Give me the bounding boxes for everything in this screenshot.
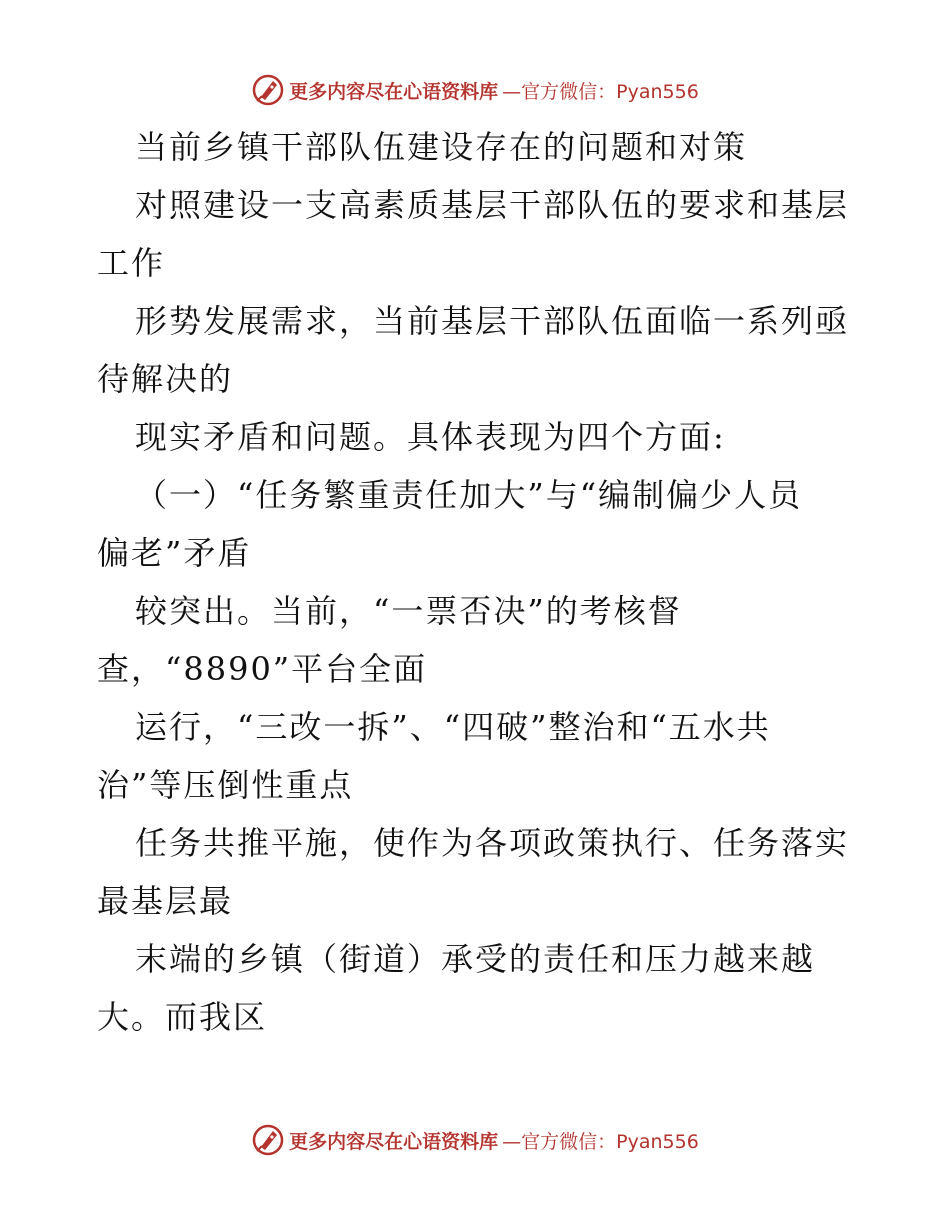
pen-nib-seal-icon xyxy=(251,73,285,107)
banner-brand: 更多内容尽在心语资料库 xyxy=(289,80,499,103)
text-line: 工作 xyxy=(97,244,166,282)
document-body xyxy=(97,118,857,1046)
text-line: 待解决的 xyxy=(97,360,234,398)
text-line: 形势发展需求，当前基层干部队伍面临一系列亟 xyxy=(135,302,850,340)
header-banner xyxy=(0,70,950,110)
text-line: 较突出。当前，“一票否决”的考核督 xyxy=(135,592,682,630)
text-line: 查，“8890”平台全面 xyxy=(97,650,428,688)
text-line: 对照建设一支高素质基层干部队伍的要求和基层 xyxy=(135,186,850,224)
text-line: 运行，“三改一拆”、“四破”整治和“五水共 xyxy=(135,708,771,746)
text-line: 大。而我区 xyxy=(97,998,268,1036)
text-line: 任务共推平施，使作为各项政策执行、任务落实 xyxy=(135,824,850,862)
footer-banner xyxy=(0,1120,950,1160)
text-line: 现实矛盾和问题。具体表现为四个方面: xyxy=(135,418,726,456)
document-title: 当前乡镇干部队伍建设存在的问题和对策 xyxy=(135,128,748,166)
text-line: 最基层最 xyxy=(97,882,234,920)
banner-contact: —官方微信：Pyan556 xyxy=(502,1130,699,1153)
text-line: 偏老”矛盾 xyxy=(97,534,252,572)
pen-nib-seal-icon xyxy=(251,1123,285,1157)
banner-contact: —官方微信：Pyan556 xyxy=(502,80,699,103)
text-line: （一）“任务繁重责任加大”与“编制偏少人员 xyxy=(135,476,803,514)
banner-brand: 更多内容尽在心语资料库 xyxy=(289,1130,499,1153)
text-line: 治”等压倒性重点 xyxy=(97,766,354,804)
text-line: 末端的乡镇（街道）承受的责任和压力越来越 xyxy=(135,940,816,978)
